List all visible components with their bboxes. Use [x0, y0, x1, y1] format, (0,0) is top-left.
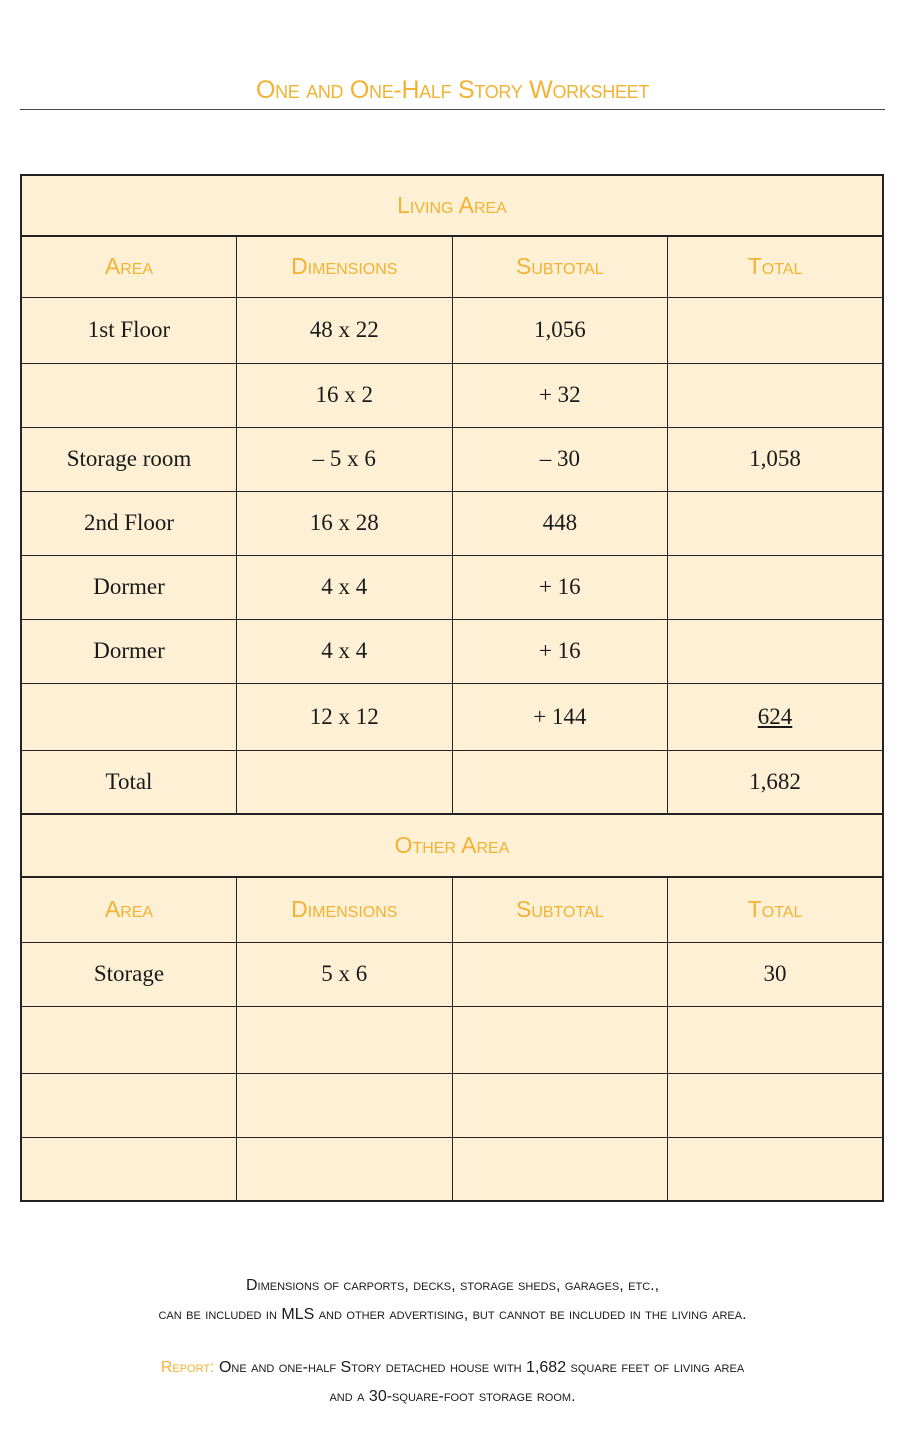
cell-subtotal: + 32: [452, 363, 668, 427]
col-header-area: Area: [21, 877, 236, 942]
other-header-row: [21, 877, 883, 942]
table-row: [21, 619, 883, 683]
report-line-1: [20, 1359, 885, 1377]
living-area-heading: Living Area: [21, 175, 883, 236]
cell-total: [668, 683, 883, 750]
cell-subtotal: [452, 1137, 668, 1201]
col-header-subtotal: Subtotal: [452, 877, 668, 942]
table-row: [21, 750, 883, 814]
col-header-total: Total: [668, 236, 883, 297]
table-row: [21, 363, 883, 427]
cell-dimensions: [236, 1073, 452, 1137]
cell-total: [668, 491, 883, 555]
cell-subtotal: – 30: [452, 427, 668, 491]
cell-total: [668, 1137, 883, 1201]
report-label: Report:: [160, 1359, 215, 1376]
cell-total: [668, 1073, 883, 1137]
table-row: [21, 1073, 883, 1137]
col-header-dimensions: Dimensions: [236, 877, 452, 942]
cell-subtotal: + 16: [452, 619, 668, 683]
cell-subtotal: [452, 750, 668, 814]
cell-area: [21, 1137, 236, 1201]
cell-subtotal: [452, 942, 668, 1006]
footnote-line-1: Dimensions of carports, decks, storage sheds, garages, etc.,: [245, 1277, 660, 1294]
underlined-total: 624: [757, 703, 793, 729]
cell-area: [21, 1073, 236, 1137]
table-row: [21, 427, 883, 491]
cell-area: Dormer: [21, 555, 236, 619]
cell-subtotal: + 144: [452, 683, 668, 750]
cell-subtotal: + 16: [452, 555, 668, 619]
table-row: [21, 1006, 883, 1073]
cell-area: Storage: [21, 942, 236, 1006]
cell-area: Dormer: [21, 619, 236, 683]
cell-dimensions: 16 x 28: [236, 491, 452, 555]
cell-subtotal: [452, 1006, 668, 1073]
col-header-dimensions: Dimensions: [236, 236, 452, 297]
cell-subtotal: [452, 1073, 668, 1137]
col-header-total: Total: [668, 877, 883, 942]
table-row: [21, 1137, 883, 1201]
cell-area: 2nd Floor: [21, 491, 236, 555]
cell-dimensions: 4 x 4: [236, 619, 452, 683]
table-row: [21, 297, 883, 363]
table-row: [21, 491, 883, 555]
cell-area: 1st Floor: [21, 297, 236, 363]
cell-area: [21, 363, 236, 427]
cell-dimensions: – 5 x 6: [236, 427, 452, 491]
cell-total: [668, 555, 883, 619]
living-header-row: [21, 236, 883, 297]
table-row: [21, 555, 883, 619]
footnote-line-2: can be included in MLS and other advertising, but cannot be included in the living area.: [158, 1306, 747, 1323]
col-header-subtotal: Subtotal: [452, 236, 668, 297]
cell-area: [21, 1006, 236, 1073]
cell-total: [668, 297, 883, 363]
cell-total: 30: [668, 942, 883, 1006]
cell-subtotal: 1,056: [452, 297, 668, 363]
cell-dimensions: [236, 750, 452, 814]
cell-dimensions: 16 x 2: [236, 363, 452, 427]
cell-area: [21, 683, 236, 750]
table-row: [21, 942, 883, 1006]
title-divider: [20, 109, 885, 110]
cell-subtotal: 448: [452, 491, 668, 555]
page-title: One and One-Half Story Worksheet: [255, 76, 650, 104]
cell-total: 1,682: [668, 750, 883, 814]
cell-dimensions: [236, 1137, 452, 1201]
table-row: [21, 683, 883, 750]
cell-dimensions: 48 x 22: [236, 297, 452, 363]
col-header-area: Area: [21, 236, 236, 297]
cell-dimensions: 12 x 12: [236, 683, 452, 750]
cell-total: [668, 363, 883, 427]
cell-dimensions: [236, 1006, 452, 1073]
report-line-2: and a 30-square-foot storage room.: [329, 1388, 576, 1405]
cell-area: Total: [21, 750, 236, 814]
cell-total: [668, 1006, 883, 1073]
cell-dimensions: 5 x 6: [236, 942, 452, 1006]
worksheet-table: [20, 174, 884, 1202]
cell-total: 1,058: [668, 427, 883, 491]
other-area-heading: Other Area: [21, 814, 883, 877]
cell-total: [668, 619, 883, 683]
cell-dimensions: 4 x 4: [236, 555, 452, 619]
report-text: One and one-half Story detached house with 1,682 square feet of living area: [214, 1359, 745, 1376]
cell-area: Storage room: [21, 427, 236, 491]
